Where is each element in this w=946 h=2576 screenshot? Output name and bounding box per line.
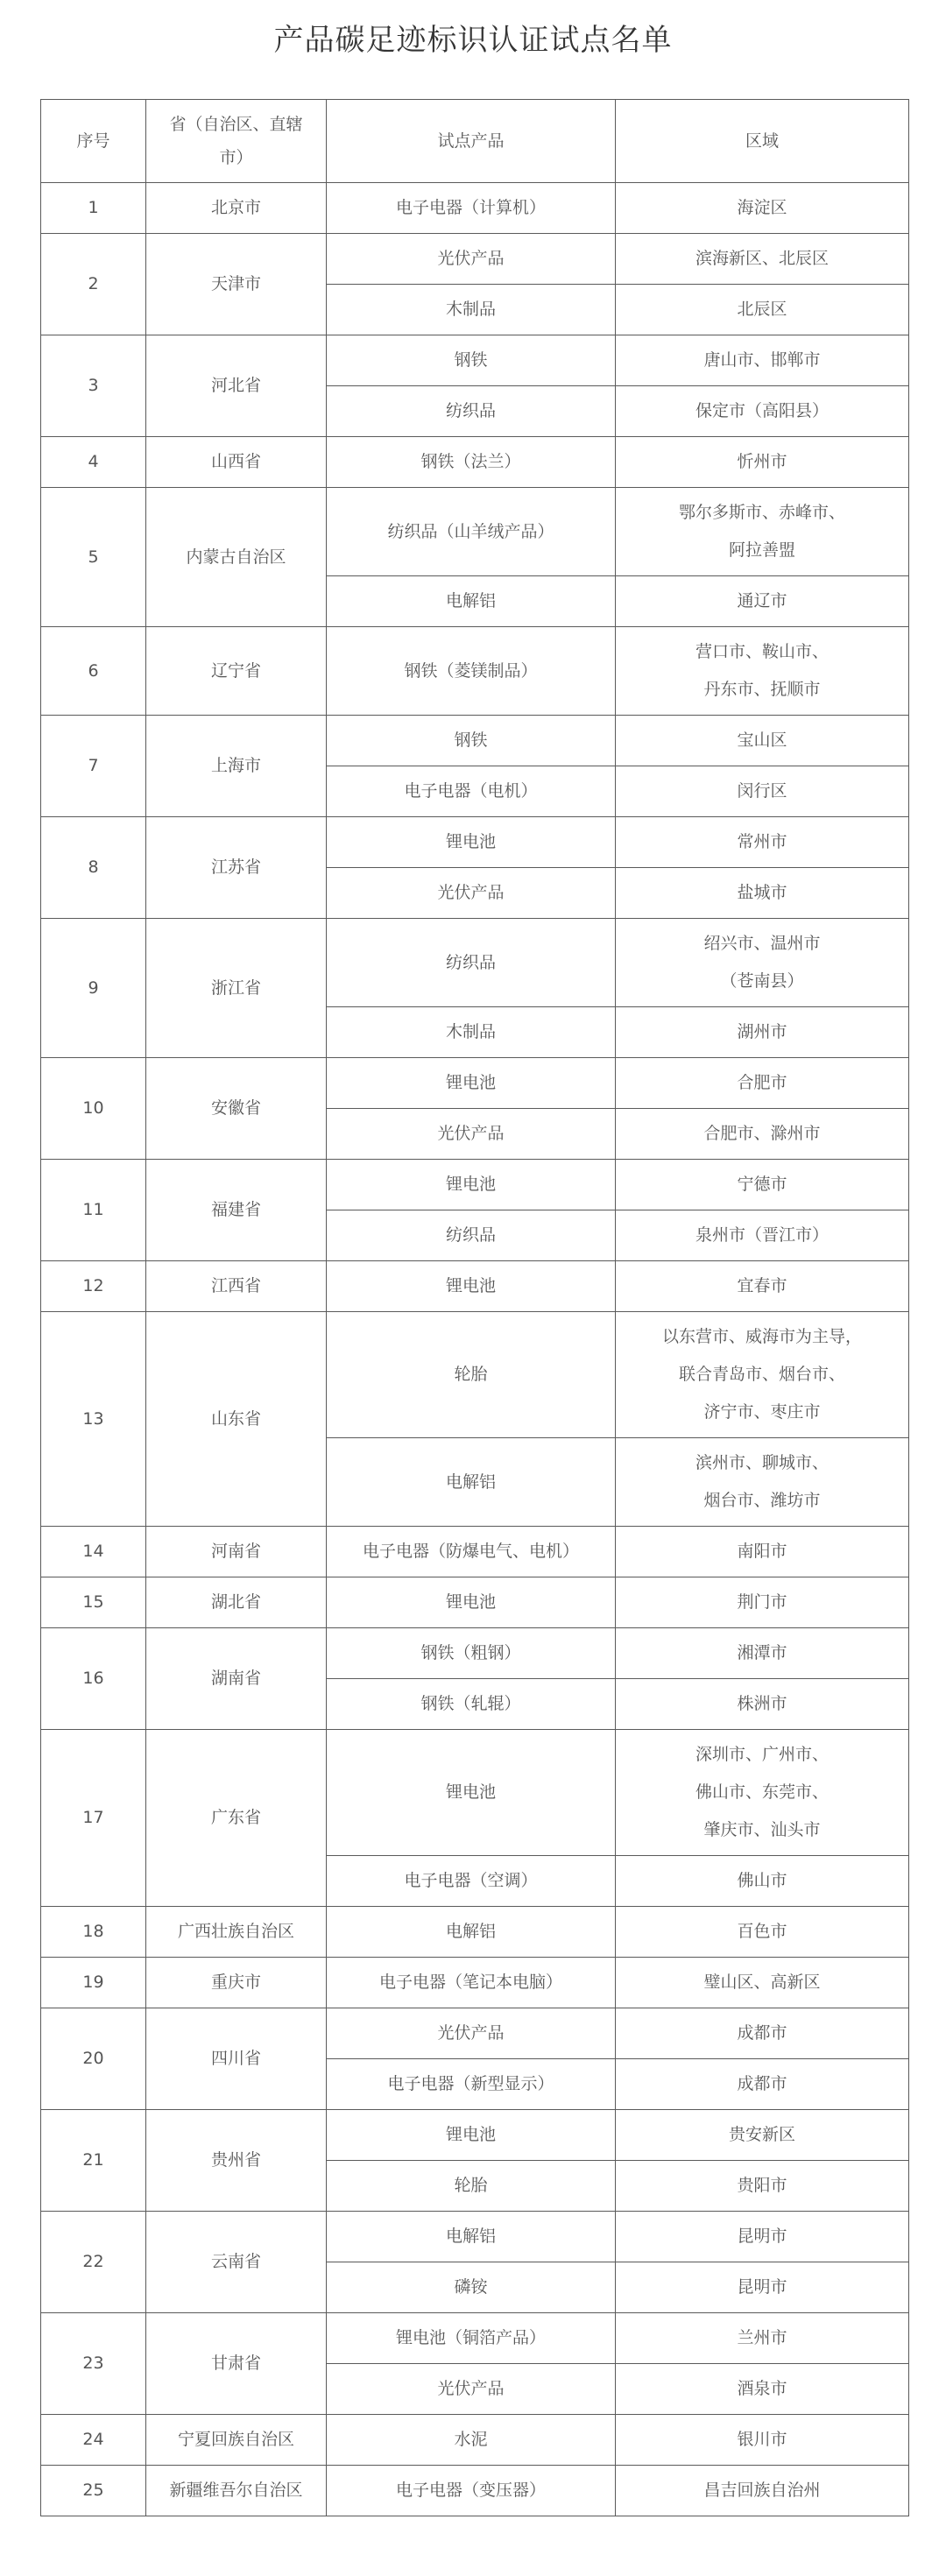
province-cell: 辽宁省 <box>146 627 327 716</box>
table-row <box>41 817 909 868</box>
region-cell: 成都市 <box>616 2059 909 2110</box>
serial-number-cell: 24 <box>41 2415 146 2466</box>
table-body <box>41 183 909 2516</box>
pilot-product-cell: 光伏产品 <box>327 868 616 919</box>
province-cell: 重庆市 <box>146 1958 327 2008</box>
serial-number-cell: 2 <box>41 234 146 335</box>
table-row <box>41 183 909 234</box>
table-row <box>41 2313 909 2364</box>
table-row <box>41 716 909 766</box>
serial-number-cell: 16 <box>41 1628 146 1730</box>
serial-number-cell: 12 <box>41 1261 146 1312</box>
pilot-product-cell: 电子电器（变压器） <box>327 2466 616 2516</box>
table-row <box>41 2466 909 2516</box>
pilot-product-cell: 电解铝 <box>327 1438 616 1527</box>
serial-number-cell: 7 <box>41 716 146 817</box>
province-cell: 浙江省 <box>146 919 327 1058</box>
pilot-product-cell: 木制品 <box>327 285 616 335</box>
table-row <box>41 2008 909 2059</box>
pilot-product-cell: 钢铁（法兰） <box>327 437 616 488</box>
pilot-product-cell: 电子电器（电机） <box>327 766 616 817</box>
table-header <box>41 100 909 183</box>
serial-number-cell: 10 <box>41 1058 146 1160</box>
pilot-product-cell: 轮胎 <box>327 2161 616 2212</box>
pilot-product-cell: 光伏产品 <box>327 2008 616 2059</box>
pilot-product-cell: 钢铁 <box>327 335 616 386</box>
province-cell: 湖南省 <box>146 1628 327 1730</box>
pilot-product-cell: 电解铝 <box>327 1907 616 1958</box>
region-cell: 湘潭市 <box>616 1628 909 1679</box>
province-cell: 山东省 <box>146 1312 327 1527</box>
region-cell: 宜春市 <box>616 1261 909 1312</box>
province-cell: 广西壮族自治区 <box>146 1907 327 1958</box>
region-cell: 保定市（高阳县） <box>616 386 909 437</box>
pilot-product-cell: 锂电池 <box>327 1261 616 1312</box>
province-cell: 天津市 <box>146 234 327 335</box>
region-cell: 深圳市、广州市、 佛山市、东莞市、 肇庆市、汕头市 <box>616 1730 909 1856</box>
pilot-product-cell: 锂电池（铜箔产品） <box>327 2313 616 2364</box>
province-cell: 安徽省 <box>146 1058 327 1160</box>
pilot-product-cell: 锂电池 <box>327 2110 616 2161</box>
pilot-product-cell: 电子电器（防爆电气、电机） <box>327 1527 616 1577</box>
table-row <box>41 234 909 285</box>
serial-number-cell: 9 <box>41 919 146 1058</box>
header-pilot-product: 试点产品 <box>327 100 616 183</box>
pilot-product-cell: 轮胎 <box>327 1312 616 1438</box>
table-row <box>41 488 909 576</box>
pilot-product-cell: 光伏产品 <box>327 1109 616 1160</box>
region-cell: 贵安新区 <box>616 2110 909 2161</box>
province-cell: 上海市 <box>146 716 327 817</box>
region-cell: 滨州市、聊城市、 烟台市、潍坊市 <box>616 1438 909 1527</box>
region-cell: 佛山市 <box>616 1856 909 1907</box>
pilot-product-cell: 纺织品 <box>327 1210 616 1261</box>
table-row <box>41 1261 909 1312</box>
region-cell: 昌吉回族自治州 <box>616 2466 909 2516</box>
serial-number-cell: 1 <box>41 183 146 234</box>
region-cell: 泉州市（晋江市） <box>616 1210 909 1261</box>
pilot-product-cell: 锂电池 <box>327 817 616 868</box>
region-cell: 璧山区、高新区 <box>616 1958 909 2008</box>
region-cell: 银川市 <box>616 2415 909 2466</box>
table-row <box>41 1577 909 1628</box>
province-cell: 甘肃省 <box>146 2313 327 2415</box>
table-row <box>41 1160 909 1210</box>
pilot-product-cell: 水泥 <box>327 2415 616 2466</box>
province-cell: 北京市 <box>146 183 327 234</box>
serial-number-cell: 22 <box>41 2212 146 2313</box>
serial-number-cell: 25 <box>41 2466 146 2516</box>
serial-number-cell: 17 <box>41 1730 146 1907</box>
serial-number-cell: 21 <box>41 2110 146 2212</box>
province-cell: 江西省 <box>146 1261 327 1312</box>
province-cell: 河南省 <box>146 1527 327 1577</box>
region-cell: 株洲市 <box>616 1679 909 1730</box>
region-cell: 鄂尔多斯市、赤峰市、 阿拉善盟 <box>616 488 909 576</box>
pilot-product-cell: 锂电池 <box>327 1160 616 1210</box>
serial-number-cell: 6 <box>41 627 146 716</box>
serial-number-cell: 13 <box>41 1312 146 1527</box>
pilot-product-cell: 钢铁 <box>327 716 616 766</box>
province-cell: 湖北省 <box>146 1577 327 1628</box>
pilot-product-cell: 电子电器（笔记本电脑） <box>327 1958 616 2008</box>
region-cell: 闵行区 <box>616 766 909 817</box>
province-cell: 内蒙古自治区 <box>146 488 327 627</box>
region-cell: 兰州市 <box>616 2313 909 2364</box>
table-row <box>41 1958 909 2008</box>
pilot-product-cell: 电子电器（新型显示） <box>327 2059 616 2110</box>
pilot-product-cell: 木制品 <box>327 1007 616 1058</box>
table-row <box>41 627 909 716</box>
region-cell: 绍兴市、温州市 （苍南县） <box>616 919 909 1007</box>
table-row <box>41 2212 909 2262</box>
pilot-product-cell: 钢铁（轧辊） <box>327 1679 616 1730</box>
document-title: 产品碳足迹标识认证试点名单 <box>273 23 673 58</box>
pilot-product-cell: 纺织品 <box>327 919 616 1007</box>
region-cell: 宝山区 <box>616 716 909 766</box>
serial-number-cell: 23 <box>41 2313 146 2415</box>
serial-number-cell: 4 <box>41 437 146 488</box>
region-cell: 贵阳市 <box>616 2161 909 2212</box>
pilot-product-cell: 纺织品 <box>327 386 616 437</box>
pilot-product-cell: 锂电池 <box>327 1730 616 1856</box>
region-cell: 合肥市、滁州市 <box>616 1109 909 1160</box>
pilot-product-cell: 光伏产品 <box>327 234 616 285</box>
pilot-product-cell: 电子电器（计算机） <box>327 183 616 234</box>
table-row <box>41 1527 909 1577</box>
province-cell: 云南省 <box>146 2212 327 2313</box>
province-cell: 宁夏回族自治区 <box>146 2415 327 2466</box>
region-cell: 宁德市 <box>616 1160 909 1210</box>
region-cell: 北辰区 <box>616 285 909 335</box>
region-cell: 海淀区 <box>616 183 909 234</box>
pilot-product-cell: 钢铁（菱镁制品） <box>327 627 616 716</box>
serial-number-cell: 19 <box>41 1958 146 2008</box>
pilot-product-cell: 电子电器（空调） <box>327 1856 616 1907</box>
pilot-list-table <box>40 99 909 2516</box>
serial-number-cell: 20 <box>41 2008 146 2110</box>
table-row <box>41 437 909 488</box>
region-cell: 成都市 <box>616 2008 909 2059</box>
header-province: 省（自治区、直辖市） <box>146 100 327 183</box>
table-row <box>41 1907 909 1958</box>
pilot-product-cell: 光伏产品 <box>327 2364 616 2415</box>
region-cell: 湖州市 <box>616 1007 909 1058</box>
serial-number-cell: 15 <box>41 1577 146 1628</box>
table-row <box>41 1312 909 1438</box>
header-region: 区域 <box>616 100 909 183</box>
province-cell: 四川省 <box>146 2008 327 2110</box>
province-cell: 新疆维吾尔自治区 <box>146 2466 327 2516</box>
serial-number-cell: 5 <box>41 488 146 627</box>
region-cell: 唐山市、邯郸市 <box>616 335 909 386</box>
region-cell: 常州市 <box>616 817 909 868</box>
serial-number-cell: 14 <box>41 1527 146 1577</box>
serial-number-cell: 3 <box>41 335 146 437</box>
header-row <box>41 100 909 183</box>
region-cell: 盐城市 <box>616 868 909 919</box>
region-cell: 百色市 <box>616 1907 909 1958</box>
region-cell: 南阳市 <box>616 1527 909 1577</box>
pilot-product-cell: 纺织品（山羊绒产品） <box>327 488 616 576</box>
region-cell: 合肥市 <box>616 1058 909 1109</box>
region-cell: 通辽市 <box>616 576 909 627</box>
province-cell: 山西省 <box>146 437 327 488</box>
table-row <box>41 919 909 1007</box>
region-cell: 荆门市 <box>616 1577 909 1628</box>
serial-number-cell: 18 <box>41 1907 146 1958</box>
province-cell: 河北省 <box>146 335 327 437</box>
region-cell: 昆明市 <box>616 2262 909 2313</box>
pilot-product-cell: 电解铝 <box>327 2212 616 2262</box>
table-row <box>41 2110 909 2161</box>
province-cell: 贵州省 <box>146 2110 327 2212</box>
pilot-product-cell: 钢铁（粗钢） <box>327 1628 616 1679</box>
table-row <box>41 1730 909 1856</box>
header-serial-number: 序号 <box>41 100 146 183</box>
table-row <box>41 2415 909 2466</box>
serial-number-cell: 11 <box>41 1160 146 1261</box>
region-cell: 营口市、鞍山市、 丹东市、抚顺市 <box>616 627 909 716</box>
pilot-product-cell: 锂电池 <box>327 1577 616 1628</box>
region-cell: 以东营市、威海市为主导， 联合青岛市、烟台市、 济宁市、枣庄市 <box>616 1312 909 1438</box>
table-row <box>41 1628 909 1679</box>
province-cell: 广东省 <box>146 1730 327 1907</box>
pilot-product-cell: 电解铝 <box>327 576 616 627</box>
region-cell: 滨海新区、北辰区 <box>616 234 909 285</box>
serial-number-cell: 8 <box>41 817 146 919</box>
region-cell: 忻州市 <box>616 437 909 488</box>
table-row <box>41 1058 909 1109</box>
province-cell: 福建省 <box>146 1160 327 1261</box>
pilot-product-cell: 锂电池 <box>327 1058 616 1109</box>
province-cell: 江苏省 <box>146 817 327 919</box>
pilot-product-cell: 磷铵 <box>327 2262 616 2313</box>
region-cell: 酒泉市 <box>616 2364 909 2415</box>
region-cell: 昆明市 <box>616 2212 909 2262</box>
table-row <box>41 335 909 386</box>
